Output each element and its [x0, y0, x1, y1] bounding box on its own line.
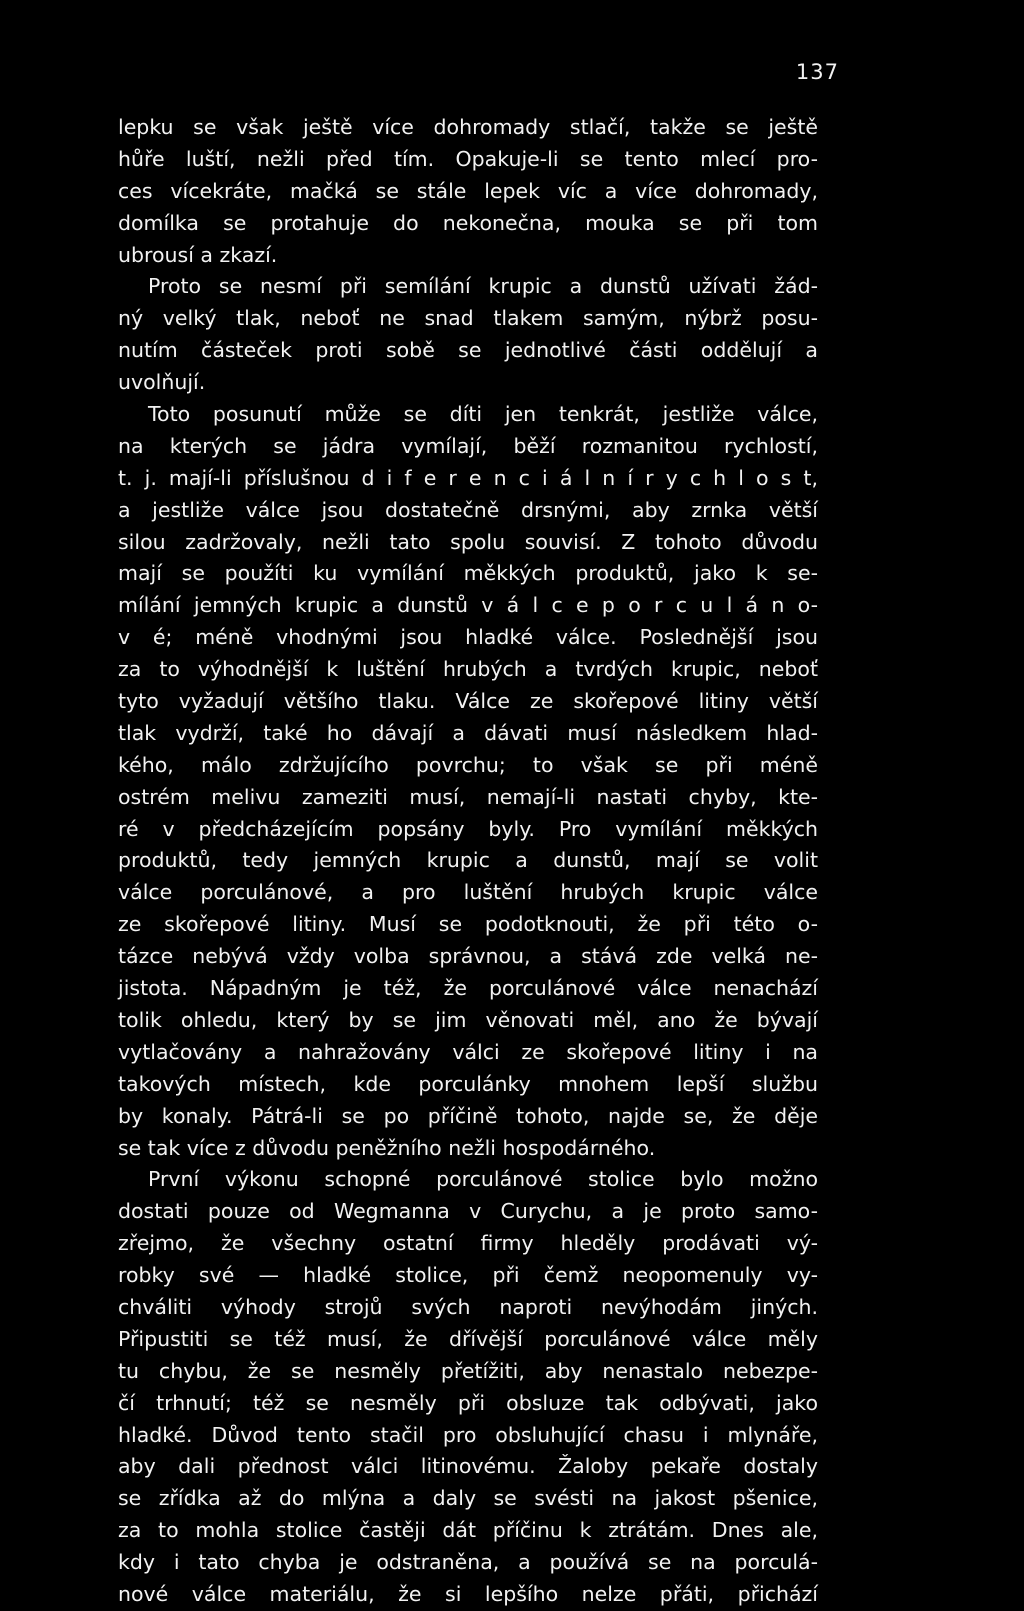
text-line: takových místech, kde porculánky mnohem lepší službu: [118, 1071, 818, 1096]
text-line: za to mohla stolice častěji dát příčinu k ztrátám. Dnes ale,: [118, 1518, 818, 1543]
text-line: tyto vyžadují většího tlaku. Válce ze skořepové litiny větší: [118, 689, 818, 714]
text-line: tlak vydrží, také ho dávají a dávati musí následkem hlad-: [118, 720, 818, 745]
text-line: na kterých se jádra vymílají, běží rozmanitou rychlostí,: [118, 433, 818, 458]
text-line: by konaly. Pátrá-li se po příčině tohoto, najde se, že děje: [118, 1103, 818, 1128]
text-line: tolik ohledu, který by se jim věnovati měl, ano že bývají: [118, 1007, 818, 1032]
text-line: v é; méně vhodnými jsou hladké válce. Poslednější jsou: [118, 625, 818, 650]
text-line: lepku se však ještě více dohromady stlačí, takže se ještě: [118, 115, 818, 139]
text-line: ubrousí a zkazí.: [118, 242, 278, 267]
text-line: ný velký tlak, neboť ne snad tlakem samým, nýbrž posu-: [118, 306, 818, 331]
text-line: Toto posunutí může se díti jen tenkrát, jestliže válce,: [148, 402, 818, 427]
text-line: ces vícekráte, mačká se stále lepek víc a více dohromady,: [118, 178, 818, 203]
text-line: t. j. mají-li příslušnou d i f e r e n c i á l n í r y c h l o s t,: [118, 465, 818, 490]
text-line: produktů, tedy jemných krupic a dunstů, mají se volit: [118, 848, 818, 873]
text-line: chváliti výhody strojů svých naproti nevýhodám jiných.: [118, 1294, 818, 1319]
body-text: [118, 112, 818, 1611]
text-line: mají se použíti ku vymílání měkkých produktů, jako k se-: [118, 561, 818, 586]
text-line: se tak více z důvodu peněžního nežli hospodárného.: [118, 1135, 656, 1160]
text-line: nutím částeček proti sobě se jednotlivé části oddělují a: [118, 338, 818, 363]
page-number: 137: [795, 60, 839, 84]
text-line: kého, málo zdržujícího povrchu; to však se při méně: [118, 752, 818, 777]
text-line: První výkonu schopné porculánové stolice bylo možno: [148, 1167, 818, 1192]
text-line: vytlačovány a nahražovány válci ze skořepové litiny i na: [118, 1039, 818, 1064]
text-line: a jestliže válce jsou dostatečně drsnými, aby zrnka větší: [118, 497, 818, 522]
text-line: kdy i tato chyba je odstraněna, a používá se na porculá-: [118, 1550, 818, 1575]
text-line: válce porculánové, a pro luštění hrubých krupic válce: [118, 880, 818, 905]
text-line: aby dali přednost válci litinovému. Žaloby pekaře dostaly: [118, 1454, 818, 1479]
text-line: dostati pouze od Wegmanna v Curychu, a je proto samo-: [118, 1199, 818, 1224]
text-line: ostrém melivu zameziti musí, nemají-li nastati chyby, kte-: [118, 784, 818, 809]
text-line: se zřídka až do mlýna a daly se svésti na jakost pšenice,: [118, 1486, 818, 1511]
text-line: Připustiti se též musí, že dřívější porculánové válce měly: [118, 1326, 818, 1351]
text-line: ré v předcházejícím popsány byly. Pro vymílání měkkých: [118, 816, 818, 841]
text-line: silou zadržovaly, nežli tato spolu souvisí. Z tohoto důvodu: [118, 529, 818, 554]
text-line: robky své — hladké stolice, při čemž neopomenuly vy-: [118, 1263, 818, 1288]
text-line: jistota. Nápadným je též, že porculánové válce nenachází: [118, 976, 818, 1001]
text-line: tázce nebývá vždy volba správnou, a stává zde velká ne-: [118, 944, 818, 969]
text-line: tu chybu, že se nesměly přetížiti, aby nenastalo nebezpe-: [118, 1358, 818, 1383]
text-line: za to výhodnější k luštění hrubých a tvrdých krupic, neboť: [118, 657, 818, 682]
text-line: uvolňují.: [118, 370, 206, 395]
text-line: čí trhnutí; též se nesměly při obsluze tak odbývati, jako: [118, 1390, 818, 1415]
text-line: Proto se nesmí při semílání krupic a dunstů užívati žád-: [148, 274, 818, 299]
text-line: mílání jemných krupic a dunstů v á l c e p o r c u l á n o-: [118, 593, 818, 618]
text-line: hladké. Důvod tento stačil pro obsluhující chasu i mlynáře,: [118, 1422, 818, 1447]
text-line: ze skořepové litiny. Musí se podotknouti, že při této o-: [118, 912, 818, 937]
text-line: hůře luští, nežli před tím. Opakuje-li se tento mlecí pro-: [118, 146, 818, 171]
text-line: nové válce materiálu, že si lepšího nelze přáti, přichází: [118, 1581, 818, 1606]
text-line: domílka se protahuje do nekonečna, mouka se při tom: [118, 210, 818, 235]
text-line: zřejmo, že všechny ostatní firmy hleděly prodávati vý-: [118, 1231, 818, 1256]
